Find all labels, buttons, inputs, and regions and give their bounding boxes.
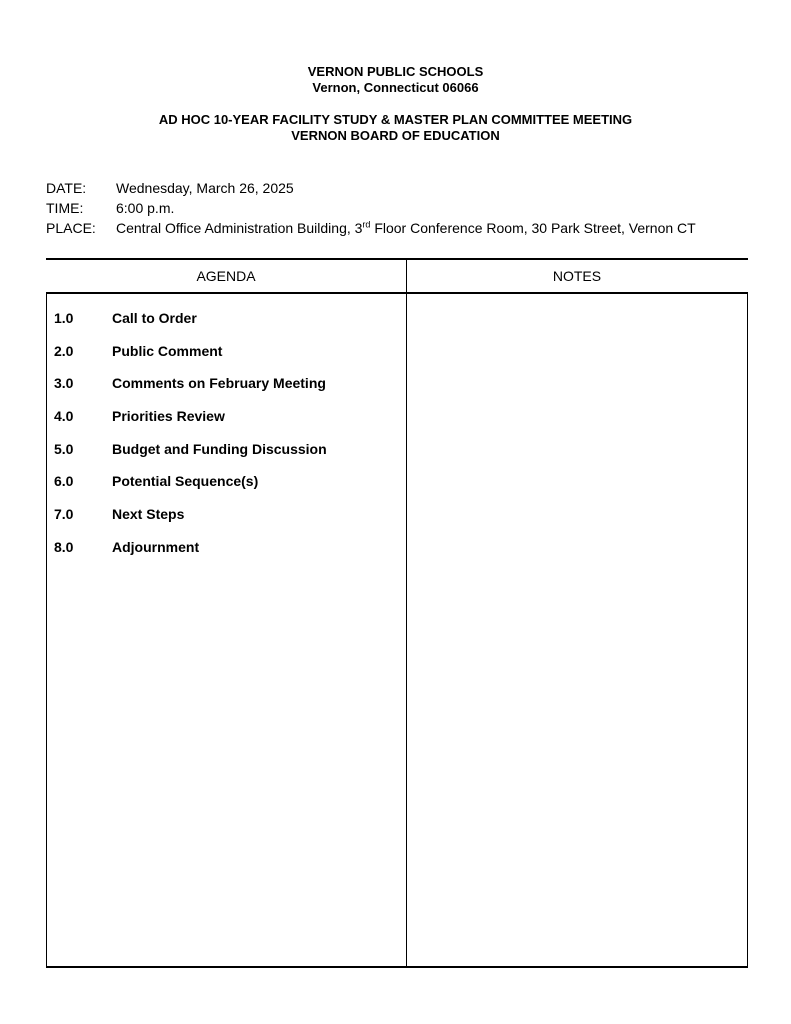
- agenda-item-label: Public Comment: [112, 342, 223, 359]
- meeting-title: AD HOC 10-YEAR FACILITY STUDY & MASTER PLAN COMMITTEE MEETING: [158, 112, 633, 127]
- agenda-item: [54, 408, 327, 441]
- agenda-item: [54, 343, 327, 376]
- agenda-item: [54, 441, 327, 474]
- agenda-item: [54, 310, 327, 343]
- document-header: [0, 64, 791, 96]
- agenda-item-label: Priorities Review: [112, 408, 225, 425]
- place-value-post: Floor Conference Room, 30 Park Street, Vernon CT: [370, 220, 696, 236]
- place-value-pre: Central Office Administration Building, 3: [116, 220, 363, 236]
- agenda-item-number: 8.0: [54, 538, 74, 555]
- agenda-item-label: Budget and Funding Discussion: [112, 440, 327, 457]
- agenda-item-label: Next Steps: [112, 506, 185, 523]
- agenda-table: [46, 258, 748, 968]
- agenda-item-number: 4.0: [54, 408, 74, 425]
- table-header-row: [46, 260, 748, 294]
- column-divider: [406, 260, 407, 966]
- table-right-border: [747, 292, 748, 966]
- agenda-item-number: 3.0: [54, 375, 74, 392]
- notes-column-header: NOTES: [552, 268, 602, 284]
- agenda-item-label: Potential Sequence(s): [112, 473, 259, 490]
- place-value: [116, 218, 696, 238]
- date-value: Wednesday, March 26, 2025: [116, 180, 294, 196]
- agenda-item-label: Call to Order: [112, 310, 197, 326]
- agenda-item: [54, 506, 327, 539]
- org-location: Vernon, Connecticut 06066: [312, 80, 479, 95]
- agenda-item: [54, 473, 327, 506]
- agenda-item-number: 6.0: [54, 473, 74, 490]
- agenda-item: [54, 375, 327, 408]
- date-label: DATE:: [46, 180, 87, 196]
- time-value: 6:00 p.m.: [116, 200, 175, 216]
- date-row: [46, 178, 696, 198]
- place-row: [46, 218, 696, 238]
- agenda-items: [54, 310, 327, 572]
- agenda-item-number: 1.0: [54, 310, 74, 326]
- board-name: VERNON BOARD OF EDUCATION: [291, 128, 500, 143]
- time-row: [46, 198, 696, 218]
- place-value-sup: rd: [362, 219, 371, 230]
- time-label: TIME:: [46, 200, 84, 216]
- agenda-column-header: AGENDA: [196, 268, 256, 284]
- agenda-item-number: 5.0: [54, 440, 74, 457]
- agenda-item-label: Adjournment: [112, 538, 200, 555]
- table-left-border: [46, 292, 47, 966]
- agenda-item-number: 7.0: [54, 506, 74, 523]
- meeting-header: [0, 112, 791, 144]
- agenda-item-number: 2.0: [54, 342, 74, 359]
- org-name: VERNON PUBLIC SCHOOLS: [307, 64, 484, 79]
- meeting-details: [46, 178, 696, 238]
- agenda-item-label: Comments on February Meeting: [112, 375, 326, 392]
- agenda-item: [54, 539, 327, 572]
- place-label: PLACE:: [46, 220, 96, 236]
